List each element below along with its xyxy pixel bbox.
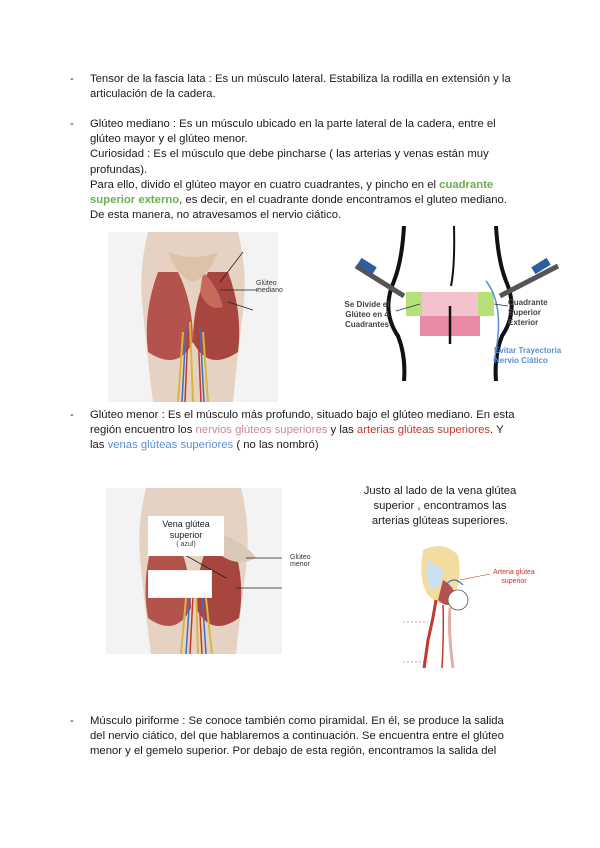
bullet-dash: - xyxy=(70,715,74,727)
menor-text-a: Glúteo menor : Es el músculo más profundo, situado bajo el glúteo mediano. En esta región encuentro los xyxy=(90,409,515,437)
mediano-line3 xyxy=(90,178,520,208)
tensor-text: Tensor de la fascia lata : Es un músculo lateral. Estabiliza la rodilla en extensión y la articulación de la cadera. xyxy=(90,73,511,101)
tensor-paragraph xyxy=(70,72,520,102)
mediano-line3-b: , es decir, en el cuadrante donde encontramos el gluteo mediano. xyxy=(179,194,507,207)
arterias-highlight: arterias glúteas superiores xyxy=(356,424,491,437)
quadrants-left-label: Se Divide el Glúteo en 4 Cuadrantes xyxy=(344,300,390,329)
arteria-note: Justo al lado de la vena glútea superior , encontramos las arterias glúteas superiores. xyxy=(363,485,517,527)
menor-text-b: y las xyxy=(327,424,357,437)
quadrants-figure xyxy=(336,226,576,381)
quadrants-right-label: Cuadrante Superior Exterior xyxy=(508,298,548,327)
menor-paragraph xyxy=(70,408,520,454)
mediano-line4: De esta manera, no atravesamos el nervio ciático. xyxy=(90,209,342,222)
mediano-line2: Curiosidad : Es el músculo que debe pincharse ( las arterias y venas están muy profundas). xyxy=(90,148,489,176)
mediano-paragraph xyxy=(70,117,520,223)
piriforme-paragraph xyxy=(70,714,520,760)
blank-label-box xyxy=(148,570,212,598)
gluteo-menor-label: Glúteo menor xyxy=(290,554,311,568)
mediano-line3-a: Para ello, divido el glúteo mayor en cuatro cuadrantes, y pincho en el xyxy=(90,178,440,191)
quadrants-bottom-label: Evitar Trayectoria Nervio Ciático xyxy=(494,346,562,365)
piriforme-text: Músculo piriforme : Se conoce también como piramidal. En él, se produce la salida del nervio ciático, del que hablaremos a continuación. Se encuentra entre el glúteo menor y el gemelo superior. Por debajo de esta región, encontramos la salida del xyxy=(90,715,504,758)
bullet-dash: - xyxy=(70,73,74,85)
hip-figure xyxy=(398,540,535,668)
venas-highlight: venas glúteas superiores xyxy=(107,439,234,452)
nervios-highlight: nervios glúteos superiores xyxy=(195,424,328,437)
menor-text-d: ( no las nombró) xyxy=(233,439,319,452)
vena-sub-label: ( azul) xyxy=(176,541,196,548)
menor-text-c: . Y las xyxy=(90,424,504,452)
bullet-dash: - xyxy=(70,409,74,421)
cuadrante-highlight: cuadrante superior externo xyxy=(90,178,494,207)
gluteo-mediano-label: Glúteo mediano xyxy=(256,280,283,294)
bullet-dash: - xyxy=(70,118,74,130)
vena-label: Vena glútea superior xyxy=(162,519,210,540)
vena-label-box xyxy=(148,516,224,556)
hip-label: Arteria glútea superior xyxy=(493,569,535,585)
anatomy-figure-1 xyxy=(108,232,283,402)
mediano-line1: Glúteo mediano : Es un músculo ubicado en la parte lateral de la cadera, entre el glúteo mayor y el glúteo menor. xyxy=(90,118,496,146)
anatomy-figure-2 xyxy=(106,488,311,654)
